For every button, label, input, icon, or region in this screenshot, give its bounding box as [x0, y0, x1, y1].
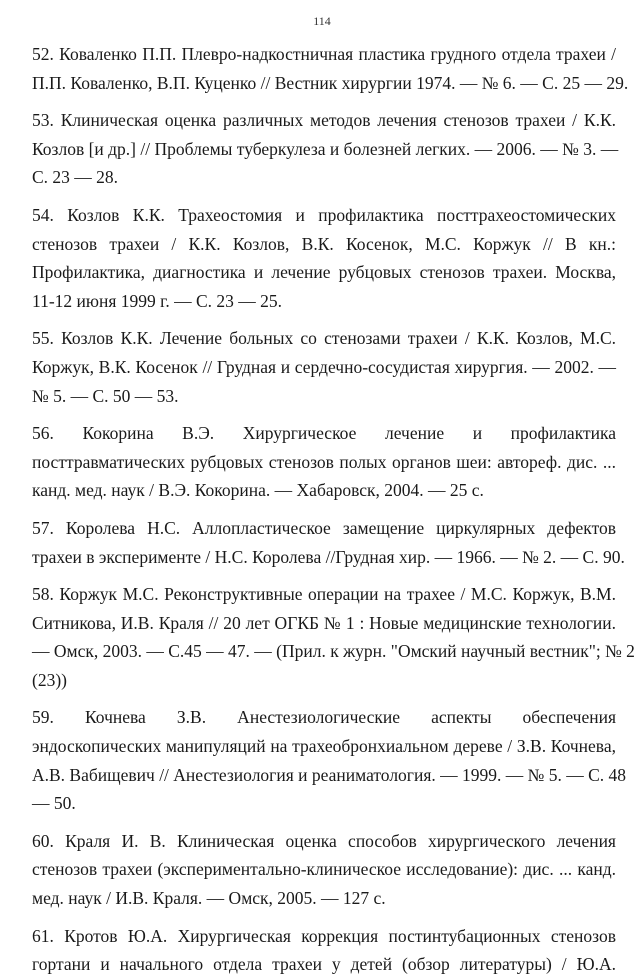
- reference-line: С. 23 — 28.: [32, 167, 119, 188]
- reference-line: 59. Кочнева З.В. Анестезиологические аспекты обеспечения: [32, 707, 616, 728]
- reference-line: Коржук, В.К. Косенок // Грудная и сердечно-сосудистая хирургия. — 2002. —: [32, 356, 616, 377]
- reference-line: 60. Краля И. В. Клиническая оценка способов хирургического лечения: [32, 830, 616, 851]
- reference-item: [32, 580, 635, 694]
- reference-line: 55. Козлов К.К. Лечение больных со стенозами трахеи / К.К. Козлов, М.С.: [32, 328, 616, 349]
- reference-item: [32, 827, 616, 913]
- reference-item: [32, 201, 616, 315]
- reference-line: 54. Козлов К.К. Трахеостомия и профилактика посттрахеостомических: [32, 204, 616, 225]
- reference-line: 52. Коваленко П.П. Плевро-надкостничная пластика грудного отдела трахеи /: [32, 44, 616, 64]
- reference-line: (23)): [32, 669, 67, 690]
- reference-line: А.В. Вабищевич // Анестезиология и реаниматология. — 1999. — № 5. — С. 48: [32, 764, 627, 785]
- reference-item: [32, 324, 616, 410]
- reference-line: П.П. Коваленко, В.П. Куценко // Вестник хирургии 1974. — № 6. — С. 25 — 29.: [32, 72, 629, 93]
- reference-line: трахеи в эксперименте / Н.С. Королева //Грудная хир. — 1966. — № 2. — С. 90.: [32, 546, 625, 567]
- reference-line: Профилактика, диагностика и лечение рубцовых стенозов трахеи. Москва,: [32, 262, 616, 283]
- reference-line: мед. наук / И.В. Краля. — Омск, 2005. — 127 с.: [32, 888, 386, 909]
- page-number: 114: [313, 14, 331, 28]
- reference-line: канд. мед. наук / В.Э. Кокорина. — Хабаровск, 2004. — 25 с.: [32, 480, 484, 501]
- reference-item: [32, 106, 619, 192]
- reference-item: [32, 922, 616, 979]
- reference-item: [32, 419, 616, 505]
- reference-item: [32, 703, 627, 817]
- reference-line: стенозов трахеи (экспериментально-клиническое исследование): дис. ... канд.: [32, 859, 616, 880]
- reference-line: Ситникова, И.В. Краля // 20 лет ОГКБ № 1 : Новые медицинские технологии.: [32, 612, 616, 633]
- reference-item: [32, 514, 625, 571]
- reference-list: [32, 40, 635, 979]
- reference-line: 53. Клиническая оценка различных методов лечения стенозов трахеи / К.К.: [32, 110, 616, 131]
- reference-line: — 50.: [32, 793, 76, 814]
- reference-line: 56. Кокорина В.Э. Хирургическое лечение и профилактика: [32, 423, 616, 444]
- reference-line: посттравматических рубцовых стенозов полых органов шеи: автореф. дис. ...: [32, 451, 616, 472]
- reference-line: 58. Коржук М.С. Реконструктивные операции на трахее / М.С. Коржук, В.М.: [32, 584, 616, 605]
- reference-line: 61. Кротов Ю.А. Хирургическая коррекция постинтубационных стенозов: [32, 925, 616, 946]
- reference-line: Козлов [и др.] // Проблемы туберкулеза и болезней легких. — 2006. — № 3. —: [32, 138, 619, 159]
- reference-line: гортани и начального отдела трахеи у детей (обзор литературы) / Ю.А.: [32, 954, 616, 975]
- reference-line: № 5. — С. 50 — 53.: [32, 385, 179, 406]
- reference-line: стенозов трахеи / К.К. Козлов, В.К. Косенок, М.С. Коржук // В кн.:: [32, 233, 616, 254]
- reference-line: 57. Королева Н.С. Аллопластическое замещение циркулярных дефектов: [32, 517, 616, 538]
- reference-line: эндоскопических манипуляций на трахеобронхиальном дереве / З.В. Кочнева,: [32, 736, 616, 757]
- reference-item: [32, 40, 629, 97]
- reference-line: 11-12 июня 1999 г. — С. 23 — 25.: [32, 290, 283, 311]
- reference-line: — Омск, 2003. — С.45 — 47. — (Прил. к журн. "Омский научный вестник"; № 2: [32, 641, 635, 662]
